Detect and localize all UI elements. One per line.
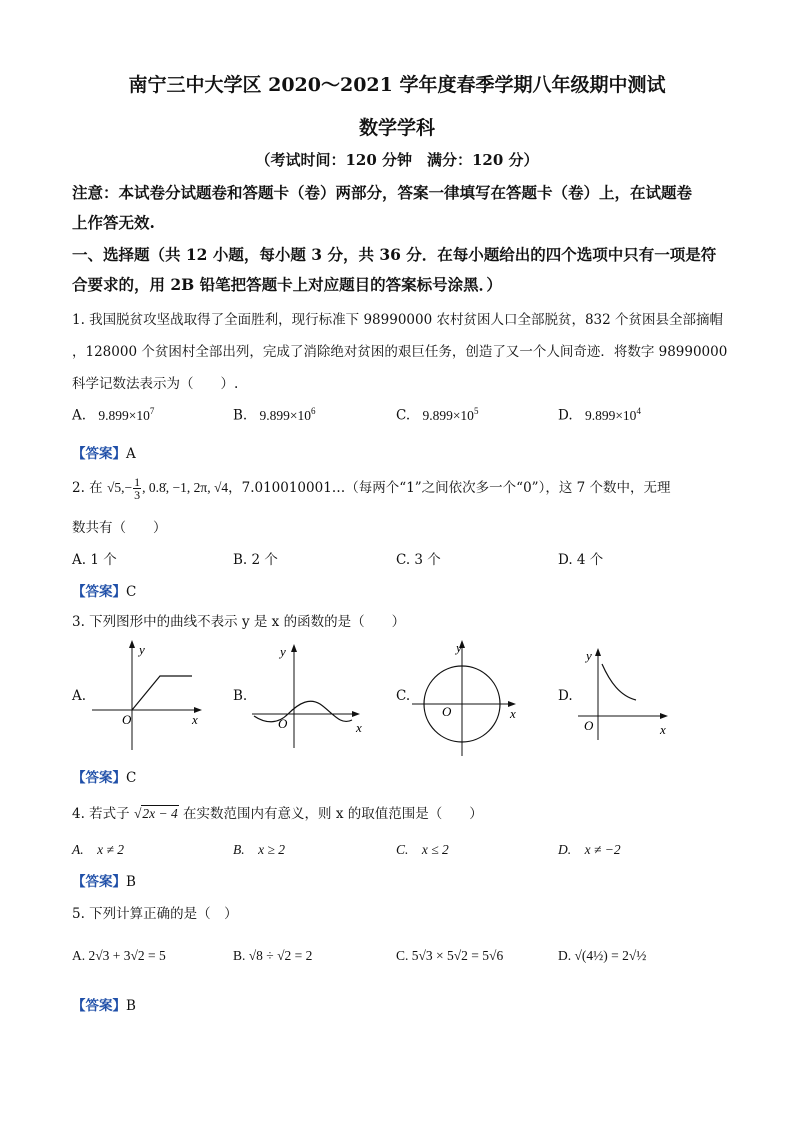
q4-suffix: 在实数范围内有意义，则 x 的取值范围是（ ） <box>183 806 483 822</box>
q3-answer <box>72 766 136 786</box>
q1-option-d <box>558 406 641 424</box>
y-arrow <box>291 644 297 652</box>
q3-graph-d <box>570 644 674 744</box>
q3-graph-c <box>408 636 530 760</box>
q3-text: 3. 下列图形中的曲线不表示 y 是 x 的函数的是（ ） <box>72 614 406 630</box>
option-label: C. <box>396 407 411 424</box>
curve <box>254 701 352 722</box>
answer-tag: 【答案】 <box>72 446 126 462</box>
q4-option-d: D. x ≠ −2 <box>558 842 621 857</box>
y-arrow <box>595 648 601 656</box>
y-arrow <box>129 640 135 648</box>
curve <box>602 664 636 700</box>
answer-value: A <box>126 446 136 462</box>
origin-label: O <box>584 718 594 733</box>
q2-text-line-2: 数共有（ ） <box>72 520 167 536</box>
q5-answer <box>72 994 136 1014</box>
option-mantissa: 9.899×10 <box>584 407 637 423</box>
origin-label: O <box>122 712 132 727</box>
q2-math-a: √5 <box>106 480 122 495</box>
q1-text-line-2: ，128000 个贫困村全部出列，完成了消除绝对贫困的艰巨任务，创造了又一个人间奇迹．将数字 98990000 <box>72 344 728 360</box>
q5-option-d: D. √(4½) = 2√½ <box>558 948 647 963</box>
fraction-numerator: 1 <box>134 475 141 489</box>
q1-text-line-3: 科学记数法表示为（ ）. <box>72 376 239 392</box>
answer-value: C <box>126 584 137 600</box>
axis-y-label: y <box>139 642 145 657</box>
q1-option-a <box>72 406 154 424</box>
x-arrow <box>352 711 360 717</box>
option-mantissa: 9.899×10 <box>98 407 150 423</box>
section-heading-line-2: 合要求的，用 2B 铅笔把答题卡上对应题目的答案标号涂黑．） <box>72 275 502 294</box>
section-heading-line-1: 一、选择题（共 12 小题，每小题 3 分，共 36 分．在每小题给出的四个选项中只有一项是符 <box>72 245 717 264</box>
q2-math-c: , 0.8̇, −1, 2π, √4 <box>142 480 229 495</box>
exam-info: （考试时间：120 分钟 满分：120 分） <box>255 151 539 169</box>
q2-prefix: 2. 在 <box>72 480 103 496</box>
q3-label-a: A. <box>72 688 87 704</box>
q4-option-c: C. x ≤ 2 <box>396 842 449 857</box>
option-label: D. <box>558 407 573 424</box>
axis-y-label: y <box>586 648 592 663</box>
q3-label-c: C. <box>396 688 411 704</box>
option-mantissa: 9.899×10 <box>422 407 474 423</box>
radical-sign: √ <box>133 806 142 821</box>
option-exponent: 6 <box>311 406 316 416</box>
q2-option-a: A. 1 个 <box>72 552 117 568</box>
q5-text: 5. 下列计算正确的是（ ） <box>72 906 238 922</box>
q1-answer <box>72 442 136 462</box>
option-exponent: 4 <box>636 406 641 416</box>
answer-value: B <box>126 874 136 890</box>
axis-x-label: x <box>192 712 198 727</box>
q2-option-b: B. 2 个 <box>233 552 278 568</box>
axis-y-label: y <box>456 640 462 655</box>
q2-option-d: D. 4 个 <box>558 552 604 568</box>
option-label: B. <box>233 407 248 424</box>
answer-value: B <box>126 998 136 1014</box>
q4-answer <box>72 870 136 890</box>
q3-label-d: D. <box>558 688 573 704</box>
answer-tag: 【答案】 <box>72 874 126 890</box>
option-label: A. <box>72 407 87 424</box>
axis-y-label: y <box>280 644 286 659</box>
q4-prefix: 4. 若式子 <box>72 806 130 822</box>
answer-value: C <box>126 770 137 786</box>
q2-rest: ，7.010010001…（每两个“1”之间依次多一个“0”），这 7 个数中，无理 <box>228 480 671 496</box>
notice-line-2: 上作答无效. <box>72 213 155 232</box>
q4-option-a: A. x ≠ 2 <box>72 842 125 857</box>
fraction-denominator: 3 <box>134 488 141 502</box>
q1-option-b <box>233 406 316 424</box>
notice-line-1: 注意：本试卷分试题卷和答题卡（卷）两部分，答案一律填写在答题卡（卷）上，在试题卷 <box>72 183 693 202</box>
q3-graph-b <box>248 640 370 752</box>
option-mantissa: 9.899×10 <box>259 407 312 423</box>
q5-option-b: B. √8 ÷ √2 = 2 <box>233 948 313 963</box>
origin-label: O <box>442 704 452 719</box>
q5-option-a: A. 2√3 + 3√2 = 5 <box>72 948 166 963</box>
q4-radicand: 2x − 4 <box>142 806 178 821</box>
q1-option-c <box>396 406 478 424</box>
axis-x-label: x <box>510 706 516 721</box>
exam-title: 南宁三中大学区 2020～2021 学年度春季学期八年级期中测试 <box>128 74 666 96</box>
answer-tag: 【答案】 <box>72 584 126 600</box>
q2-fraction <box>133 476 141 501</box>
q2-option-c: C. 3 个 <box>396 552 441 568</box>
axis-x-label: x <box>660 722 666 737</box>
origin-label: O <box>278 716 288 731</box>
answer-tag: 【答案】 <box>72 998 126 1014</box>
option-exponent: 5 <box>473 406 479 416</box>
axis-x-label: x <box>356 720 362 735</box>
q3-label-b: B. <box>233 688 248 704</box>
q5-option-c: C. 5√3 × 5√2 = 5√6 <box>396 948 504 963</box>
q2-answer <box>72 580 136 600</box>
answer-tag: 【答案】 <box>72 770 126 786</box>
option-exponent: 7 <box>149 406 155 416</box>
q4-text <box>72 802 727 822</box>
curve <box>132 676 192 710</box>
q2-text-line-1 <box>72 476 727 501</box>
q4-option-b: B. x ≥ 2 <box>233 842 286 857</box>
q1-text-line-1: 1. 我国脱贫攻坚战取得了全面胜利，现行标准下 98990000 农村贫困人口全部脱贫，832 个贫困县全部摘帽 <box>72 312 724 328</box>
subject-title: 数学学科 <box>358 117 435 139</box>
x-arrow <box>660 713 668 719</box>
q2-math-b: ,− <box>121 480 133 495</box>
q3-graph-a <box>86 638 208 756</box>
